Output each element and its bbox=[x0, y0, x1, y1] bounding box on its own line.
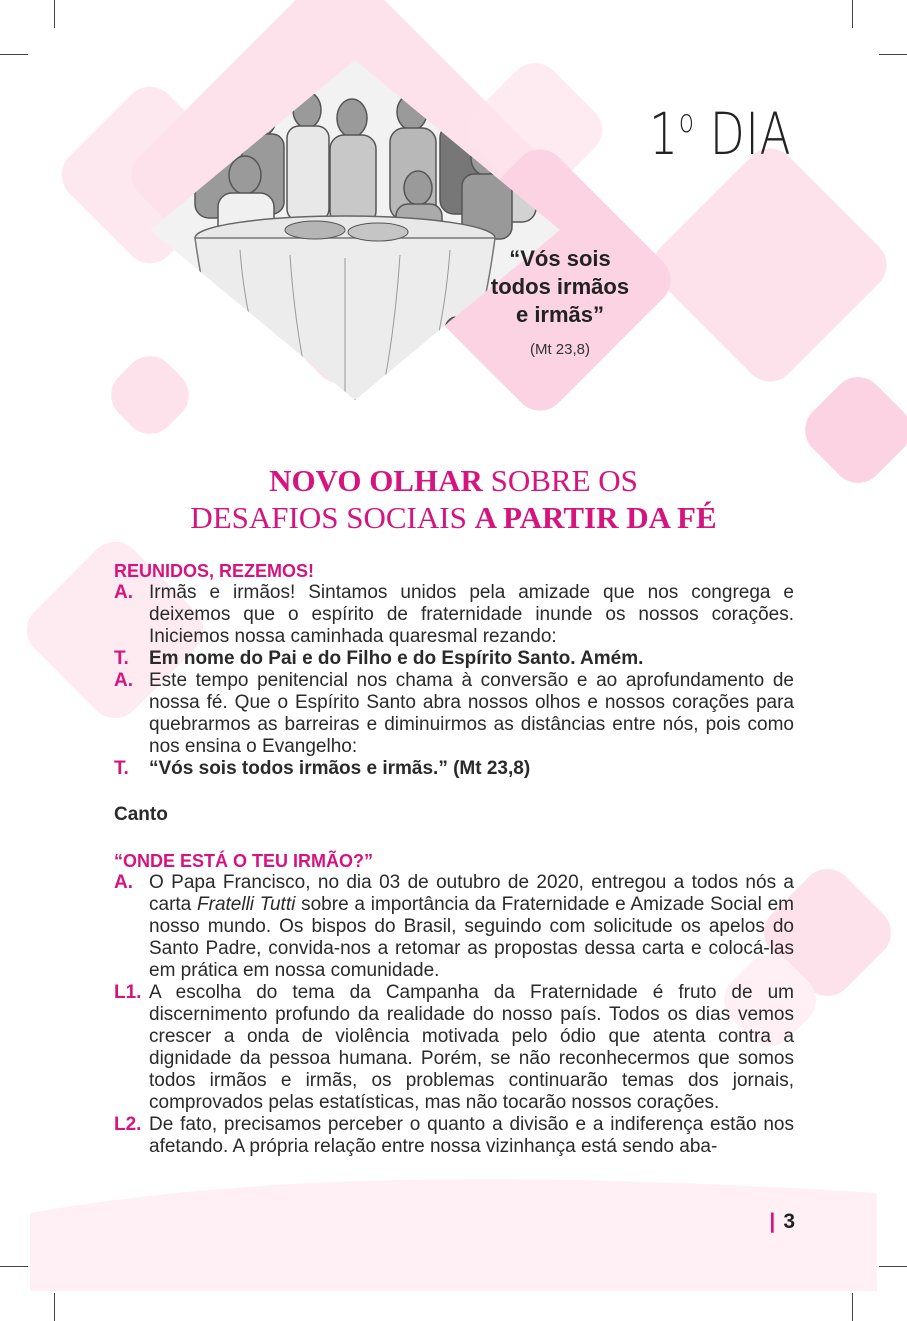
prayer-line bbox=[114, 758, 794, 780]
prayer-text: Este tempo penitencial nos chama à conversão e ao aprofundamento de nossa fé. Que o Espírito Santo abra nossos olhos e nossos corações para quebrarmos as barreiras e diminuirmos as distâncias entre nós, pois como nos ensina o Evangelho: bbox=[149, 670, 794, 757]
crop-mark bbox=[54, 1293, 55, 1321]
crop-mark bbox=[879, 1266, 907, 1267]
quote-text: “Vós sois todos irmãos e irmãs” bbox=[490, 246, 630, 327]
quote-reference: (Mt 23,8) bbox=[529, 341, 590, 358]
section-heading: “ONDE ESTÁ O TEU IRMÃO?” bbox=[114, 851, 374, 871]
quote-box bbox=[470, 245, 650, 358]
speaker-label: A. bbox=[114, 582, 133, 603]
speaker-label: L2. bbox=[114, 1114, 142, 1135]
prayer-text: A escolha do tema da Campanha da Fraternidade é fruto de um discernimento profundo da realidade do nosso país. Todos os dias vemos crescer a onda de violência motivada pelo ódio que atenta contra a dignidade da pessoa humana. Porém, se não reconhecermos que somos todos irmãos e irmãs, os problemas continuarão temas dos jornais, comprovados pelas estatísticas, mas não tocarão nossos corações. bbox=[149, 982, 794, 1113]
prayer-line bbox=[114, 1114, 794, 1158]
prayer-line bbox=[114, 982, 794, 1114]
crop-mark bbox=[0, 1266, 28, 1267]
crop-mark bbox=[54, 0, 55, 28]
speaker-label: T. bbox=[114, 648, 129, 669]
bottom-wave-decoration bbox=[30, 1168, 877, 1291]
crop-mark bbox=[852, 0, 853, 28]
prayer-text: Irmãs e irmãos! Sintamos unidos pela amizade que nos congrega e deixemos que o espírito de fraternidade inunde os nossos corações. Iniciemos nossa caminhada quaresmal rezando: bbox=[149, 582, 794, 647]
speaker-label: A. bbox=[114, 670, 133, 691]
speaker-label: T. bbox=[114, 758, 129, 779]
crop-mark bbox=[879, 54, 907, 55]
prayer-line bbox=[114, 872, 794, 982]
speaker-label: A. bbox=[114, 872, 133, 893]
prayer-text: Em nome do Pai e do Filho e do Espírito Santo. Amém. bbox=[149, 648, 644, 669]
crop-mark bbox=[852, 1293, 853, 1321]
canto-label: Canto bbox=[114, 804, 168, 825]
main-title: NOVO OLHAR SOBRE OS DESAFIOS SOCIAIS A PARTIR DA FÉ bbox=[190, 463, 717, 535]
prayer-text: De fato, precisamos perceber o quanto a divisão e a indiferença estão nos afetando. A própria relação entre nossa vizinhança está sendo aba- bbox=[149, 1114, 794, 1157]
prayer-text: “Vós sois todos irmãos e irmãs.” (Mt 23,8) bbox=[149, 758, 531, 779]
section-heading: REUNIDOS, REZEMOS! bbox=[114, 561, 315, 581]
prayer-line bbox=[114, 582, 794, 648]
prayer-line bbox=[114, 670, 794, 758]
prayer-text: O Papa Francisco, no dia 03 de outubro de 2020, entregou a todos nós a carta Fratelli Tutti sobre a importância da Fraternidade e Amizade Social em nosso mundo. Os bispos do Brasil, seguindo com solicitude os apelos do Santo Padre, convida-nos a retomar as propostas dessa carta e colocá-las em prática em nossa comunidade. bbox=[149, 872, 794, 981]
body-content bbox=[114, 560, 794, 1158]
page-number: | 3 bbox=[769, 1210, 795, 1233]
speaker-label: L1. bbox=[114, 982, 142, 1003]
crop-mark bbox=[0, 54, 28, 55]
prayer-line bbox=[114, 648, 794, 670]
day-title: 1$^o$ DIA bbox=[648, 100, 791, 168]
